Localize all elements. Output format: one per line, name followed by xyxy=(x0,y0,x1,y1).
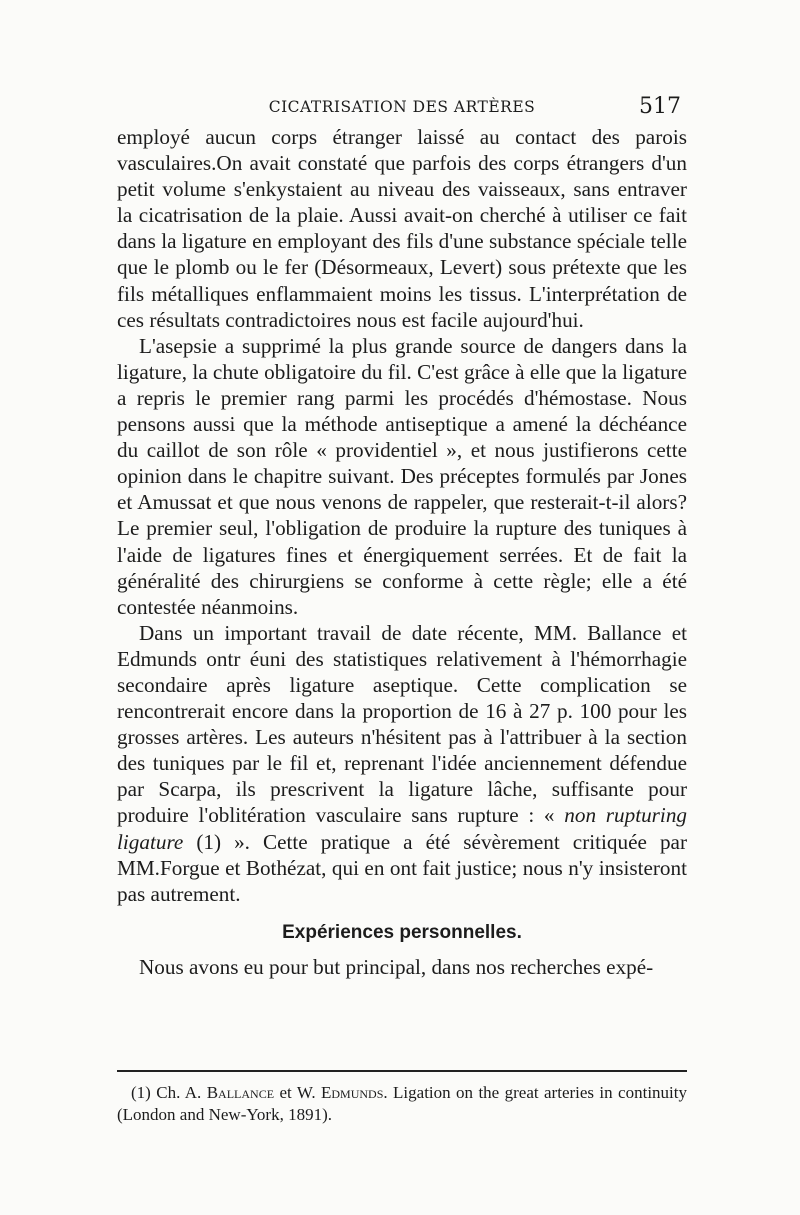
paragraph-text-start: Dans un important travail de date récente, MM. Ballance et Edmunds ontr éuni des statistiques relativement à l'hémorrhagie secondaire après ligature aseptique. Cette complication se rencontrerait encore dans la proportion de 16 à 27 p. 100 pour les grosses artères. Les auteurs n'hésitent pas à l'attribuer à la section des tuniques par le fil et, reprenant l'idée anciennement défendue par Scarpa, ils prescrivent la ligature lâche, suffisante pour produire l'oblitération vasculaire sans rupture : « xyxy=(117,620,687,828)
footnote-rule xyxy=(117,1070,687,1072)
footnote-author-ballance: Ballance xyxy=(206,1083,275,1102)
footnote xyxy=(117,1082,687,1126)
footnote-marker: (1) Ch. A. xyxy=(131,1083,202,1102)
footnote-conjunction: et W. xyxy=(279,1083,316,1102)
paragraph-continued: employé aucun corps étranger laissé au contact des parois vasculaires.On avait constaté que parfois des corps étrangers d'un petit volume s'enkystaient au niveau des vaisseaux, sans entraver la cicatrisation de la plaie. Aussi avait-on cherché à utiliser ce fait dans la ligature en employant des fils d'une substance spéciale telle que le plomb ou le fer (Désormeaux, Levert) sous prétexte que les fils métalliques enflammaient moins les tissus. L'interprétation de ces résultats contradictoires nous est facile aujourd'hui. xyxy=(117,125,687,332)
paragraph-asepsie: L'asepsie a supprimé la plus grande source de dangers dans la ligature, la chute obligatoire du fil. C'est grâce à elle que la ligature a repris le premier rang parmi les procédés d'hémostase. Nous pensons aussi que la méthode antiseptique a amené la déchéance du caillot de son rôle « providentiel », et nous justifierons cette opinion dans le chapitre suivant. Des préceptes formulés par Jones et Amussat et que nous venons de rappeler, que resterait-t-il alors? Le premier seul, l'obligation de produire la rupture des tuniques à l'aide de ligatures fines et énergiquement serrées. Et de fait la généralité des chirurgiens se conforme à cette règle; elle a été contestée néanmoins. xyxy=(117,333,687,619)
section-heading: Expériences personnelles. xyxy=(282,921,522,943)
italic-quote: non rupturing ligature xyxy=(117,803,688,854)
running-title: CICATRISATION DES ARTÈRES xyxy=(268,98,536,116)
paragraph-text-end: (1) ». Cette pratique a été sévèrement critiquée par MM.Forgue et Bothézat, qui en ont fait justice; nous n'y insisteront pas autrement. xyxy=(117,829,687,906)
paragraph-last: Nous avons eu pour but principal, dans nos recherches expé- xyxy=(139,954,654,979)
footnote-author-edmunds: Edmunds xyxy=(320,1083,384,1102)
running-head xyxy=(117,92,687,122)
paragraph-ballance-edmunds xyxy=(117,620,687,907)
body-text xyxy=(117,124,687,980)
page-number: 517 xyxy=(639,94,681,119)
footnote-reference: . Ligation on the great arteries in continuity (London and New-York, 1891). xyxy=(117,1083,688,1124)
